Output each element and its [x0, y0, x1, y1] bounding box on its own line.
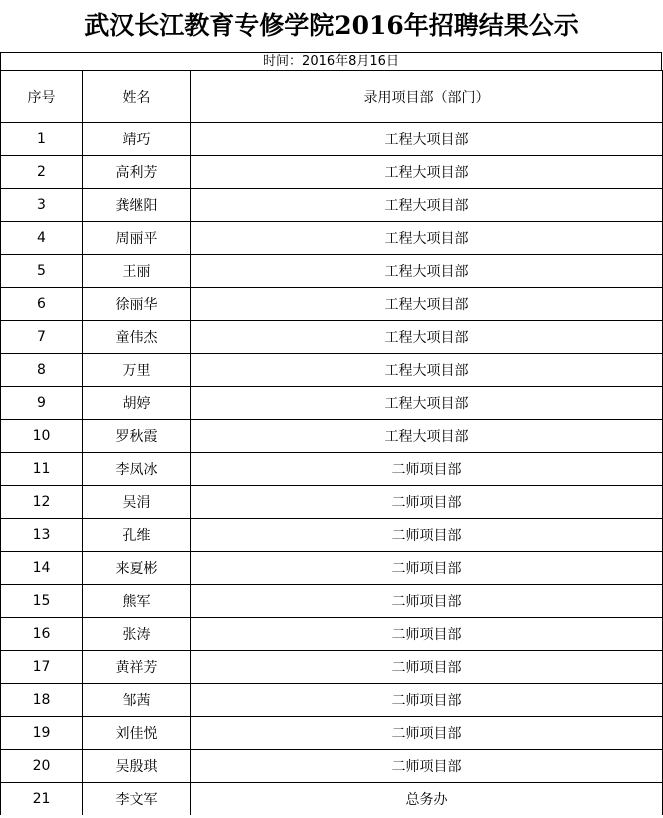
- cell-name: 来夏彬: [83, 552, 191, 585]
- cell-department: 工程大项目部: [191, 123, 663, 156]
- cell-department: 工程大项目部: [191, 354, 663, 387]
- table-row: [1, 288, 663, 321]
- cell-department: 二师项目部: [191, 651, 663, 684]
- cell-index: 1: [1, 123, 83, 156]
- cell-index: 4: [1, 222, 83, 255]
- table-row: [1, 156, 663, 189]
- cell-department: 工程大项目部: [191, 387, 663, 420]
- cell-department: 工程大项目部: [191, 420, 663, 453]
- cell-department: 工程大项目部: [191, 222, 663, 255]
- cell-index: 3: [1, 189, 83, 222]
- table-row: [1, 255, 663, 288]
- cell-index: 15: [1, 585, 83, 618]
- cell-name: 刘佳悦: [83, 717, 191, 750]
- table-row: [1, 651, 663, 684]
- cell-department: 二师项目部: [191, 453, 663, 486]
- cell-department: 二师项目部: [191, 750, 663, 783]
- cell-department: 二师项目部: [191, 585, 663, 618]
- cell-name: 徐丽华: [83, 288, 191, 321]
- table-row: [1, 783, 663, 816]
- cell-name: 胡婷: [83, 387, 191, 420]
- table-header-row: [1, 71, 663, 123]
- table-row: [1, 321, 663, 354]
- cell-index: 20: [1, 750, 83, 783]
- cell-department: 工程大项目部: [191, 321, 663, 354]
- cell-department: 二师项目部: [191, 552, 663, 585]
- cell-department: 工程大项目部: [191, 189, 663, 222]
- table-row: [1, 453, 663, 486]
- publish-date: 时间：2016年8月16日: [0, 52, 662, 70]
- cell-department: 工程大项目部: [191, 288, 663, 321]
- cell-index: 19: [1, 717, 83, 750]
- cell-name: 高利芳: [83, 156, 191, 189]
- cell-index: 11: [1, 453, 83, 486]
- table-row: [1, 123, 663, 156]
- cell-index: 12: [1, 486, 83, 519]
- cell-department: 二师项目部: [191, 684, 663, 717]
- cell-index: 14: [1, 552, 83, 585]
- cell-index: 2: [1, 156, 83, 189]
- cell-department: 二师项目部: [191, 717, 663, 750]
- cell-index: 17: [1, 651, 83, 684]
- table-row: [1, 750, 663, 783]
- table-row: [1, 354, 663, 387]
- cell-name: 龚继阳: [83, 189, 191, 222]
- cell-index: 16: [1, 618, 83, 651]
- cell-department: 二师项目部: [191, 519, 663, 552]
- cell-department: 总务办: [191, 783, 663, 816]
- cell-name: 罗秋霞: [83, 420, 191, 453]
- cell-department: 二师项目部: [191, 486, 663, 519]
- cell-index: 8: [1, 354, 83, 387]
- table-row: [1, 585, 663, 618]
- table-row: [1, 684, 663, 717]
- cell-index: 5: [1, 255, 83, 288]
- table-row: [1, 222, 663, 255]
- cell-name: 熊军: [83, 585, 191, 618]
- cell-department: 工程大项目部: [191, 156, 663, 189]
- cell-index: 13: [1, 519, 83, 552]
- cell-name: 李文军: [83, 783, 191, 816]
- table-row: [1, 717, 663, 750]
- cell-name: 孔维: [83, 519, 191, 552]
- table-body: [1, 123, 663, 816]
- cell-department: 工程大项目部: [191, 255, 663, 288]
- cell-name: 王丽: [83, 255, 191, 288]
- cell-name: 万里: [83, 354, 191, 387]
- cell-department: 二师项目部: [191, 618, 663, 651]
- page-title: 武汉长江教育专修学院2016年招聘结果公示: [84, 11, 579, 40]
- cell-name: 童伟杰: [83, 321, 191, 354]
- table-row: [1, 618, 663, 651]
- table-row: [1, 552, 663, 585]
- cell-name: 靖巧: [83, 123, 191, 156]
- header-index: 序号: [1, 71, 83, 123]
- cell-index: 21: [1, 783, 83, 816]
- cell-name: 张涛: [83, 618, 191, 651]
- table-row: [1, 420, 663, 453]
- cell-index: 9: [1, 387, 83, 420]
- header-name: 姓名: [83, 71, 191, 123]
- table-row: [1, 189, 663, 222]
- cell-name: 吴涓: [83, 486, 191, 519]
- cell-index: 6: [1, 288, 83, 321]
- cell-index: 10: [1, 420, 83, 453]
- table-row: [1, 486, 663, 519]
- table-row: [1, 387, 663, 420]
- cell-index: 7: [1, 321, 83, 354]
- table-row: [1, 519, 663, 552]
- header-department: 录用项目部（部门）: [191, 71, 663, 123]
- cell-name: 周丽平: [83, 222, 191, 255]
- cell-name: 黄祥芳: [83, 651, 191, 684]
- results-table: [0, 70, 663, 815]
- cell-name: 吴殷琪: [83, 750, 191, 783]
- cell-index: 18: [1, 684, 83, 717]
- cell-name: 李凤冰: [83, 453, 191, 486]
- cell-name: 邹茜: [83, 684, 191, 717]
